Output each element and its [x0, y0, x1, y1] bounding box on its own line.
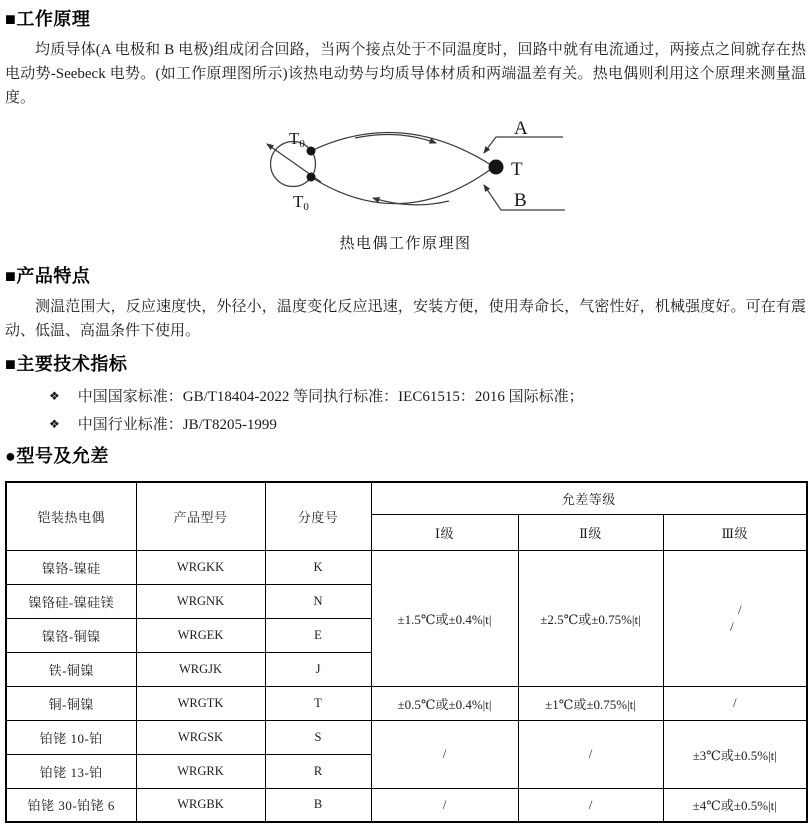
- cell-index: S: [265, 720, 371, 754]
- cell-tolerance-grade1: /: [371, 788, 518, 822]
- cell-name: 铂铑 10-铂: [6, 720, 136, 754]
- spec-item-text: 中国国家标准：GB/T18404-2022 等同执行标准：IEC61515：2016 国际标准；: [77, 389, 584, 405]
- col-header-grade-2: Ⅱ级: [518, 514, 663, 550]
- cell-index: K: [265, 550, 371, 584]
- table-row: [6, 550, 807, 584]
- cell-name: 铁-铜镍: [6, 652, 136, 686]
- cell-index: J: [265, 652, 371, 686]
- cell-model: WRGSK: [136, 720, 265, 754]
- cell-tolerance-grade1: /: [371, 720, 518, 788]
- cold-junction-top-dot: [307, 147, 316, 156]
- diagram-caption: 热电偶工作原理图: [339, 236, 472, 252]
- wire-b-label: B: [514, 190, 527, 211]
- specs-list: [5, 383, 806, 439]
- section-heading-models-tolerance: ●型号及允差: [5, 446, 109, 466]
- col-header-grade-1: Ⅰ级: [371, 514, 518, 550]
- cell-tolerance-grade1: ±1.5℃或±0.4%|t|: [371, 550, 518, 686]
- current-arrow-top: [355, 134, 436, 143]
- cell-index: N: [265, 584, 371, 618]
- diamond-bullet-icon: ❖: [49, 389, 60, 403]
- col-header-graduation: 分度号: [265, 482, 371, 550]
- col-header-sheathed-thermocouple: 铠装热电偶: [6, 482, 136, 550]
- diamond-bullet-icon: ❖: [49, 417, 60, 431]
- cell-tolerance-grade2: ±2.5℃或±0.75%|t|: [518, 550, 663, 686]
- cell-tolerance-grade3: /: [663, 686, 807, 720]
- leader-line-a: [484, 137, 563, 153]
- table-row: [6, 720, 807, 754]
- cell-index: T: [265, 686, 371, 720]
- list-item: [49, 383, 806, 411]
- cell-index: B: [265, 788, 371, 822]
- hot-junction-label: T: [511, 159, 523, 180]
- features-paragraph: 测温范围大，反应速度快，外径小，温度变化反应迅速，安装方便，使用寿命长，气密性好，机械强度好。可在有震动、低温、高温条件下使用。: [5, 299, 806, 339]
- cell-name: 铂铑 30-铂铑 6: [6, 788, 136, 822]
- cell-tolerance-grade3: ±4℃或±0.5%|t|: [663, 788, 807, 822]
- cell-model: WRGTK: [136, 686, 265, 720]
- col-header-tolerance-group: 允差等级: [371, 482, 807, 514]
- cell-name: 镍铬-铜镍: [6, 618, 136, 652]
- wire-b-curve: [311, 169, 491, 204]
- cell-model: WRGKK: [136, 550, 265, 584]
- list-item: [49, 411, 806, 439]
- cell-model: WRGJK: [136, 652, 265, 686]
- section-heading-specs: ■主要技术指标: [5, 354, 128, 374]
- cell-model: WRGRK: [136, 754, 265, 788]
- cell-index: R: [265, 754, 371, 788]
- slash-value: /: [737, 602, 742, 617]
- cell-index: E: [265, 618, 371, 652]
- cell-model: WRGNK: [136, 584, 265, 618]
- cell-model: WRGBK: [136, 788, 265, 822]
- col-header-product-model: 产品型号: [136, 482, 265, 550]
- models-tolerance-table: [5, 481, 808, 823]
- col-header-grade-3: Ⅲ级: [663, 514, 807, 550]
- wire-a-curve: [311, 133, 491, 165]
- cell-name: 铜-铜镍: [6, 686, 136, 720]
- section-heading-working-principle: ■工作原理: [5, 9, 91, 29]
- cell-tolerance-grade3: [663, 550, 807, 686]
- table-row: [6, 686, 807, 720]
- spec-item-text: 中国行业标准：JB/T8205-1999: [77, 417, 277, 433]
- cold-junction-bottom-label: T0: [293, 192, 309, 213]
- cell-tolerance-grade1: ±0.5℃或±0.4%|t|: [371, 686, 518, 720]
- hot-junction-dot: [489, 160, 504, 175]
- thermocouple-principle-diagram: [243, 118, 583, 228]
- cold-junction-bottom-dot: [307, 173, 316, 182]
- cell-name: 镍铬硅-镍硅镁: [6, 584, 136, 618]
- cell-tolerance-grade2: /: [518, 788, 663, 822]
- slash-value: /: [729, 619, 734, 634]
- cell-tolerance-grade2: /: [518, 720, 663, 788]
- cell-tolerance-grade2: ±1℃或±0.75%|t|: [518, 686, 663, 720]
- cell-tolerance-grade3: ±3℃或±0.5%|t|: [663, 720, 807, 788]
- cell-model: WRGEK: [136, 618, 265, 652]
- cell-name: 镍铬-镍硅: [6, 550, 136, 584]
- current-arrow-bottom: [373, 198, 449, 205]
- section-heading-features: ■产品特点: [5, 266, 91, 286]
- working-principle-paragraph: 均质导体(A 电极和 B 电极)组成闭合回路，当两个接点处于不同温度时，回路中就有电流通过，两接点之间就存在热电动势-Seebeck 电势。(如工作原理图所示)该热电动势与均质导体材质和两端温差有关。热电偶则利用这个原理来测量温度。: [5, 42, 806, 106]
- cell-name: 铂铑 13-铂: [6, 754, 136, 788]
- wire-a-label: A: [514, 118, 528, 139]
- cold-junction-top-label: T0: [289, 129, 305, 150]
- table-row: [6, 788, 807, 822]
